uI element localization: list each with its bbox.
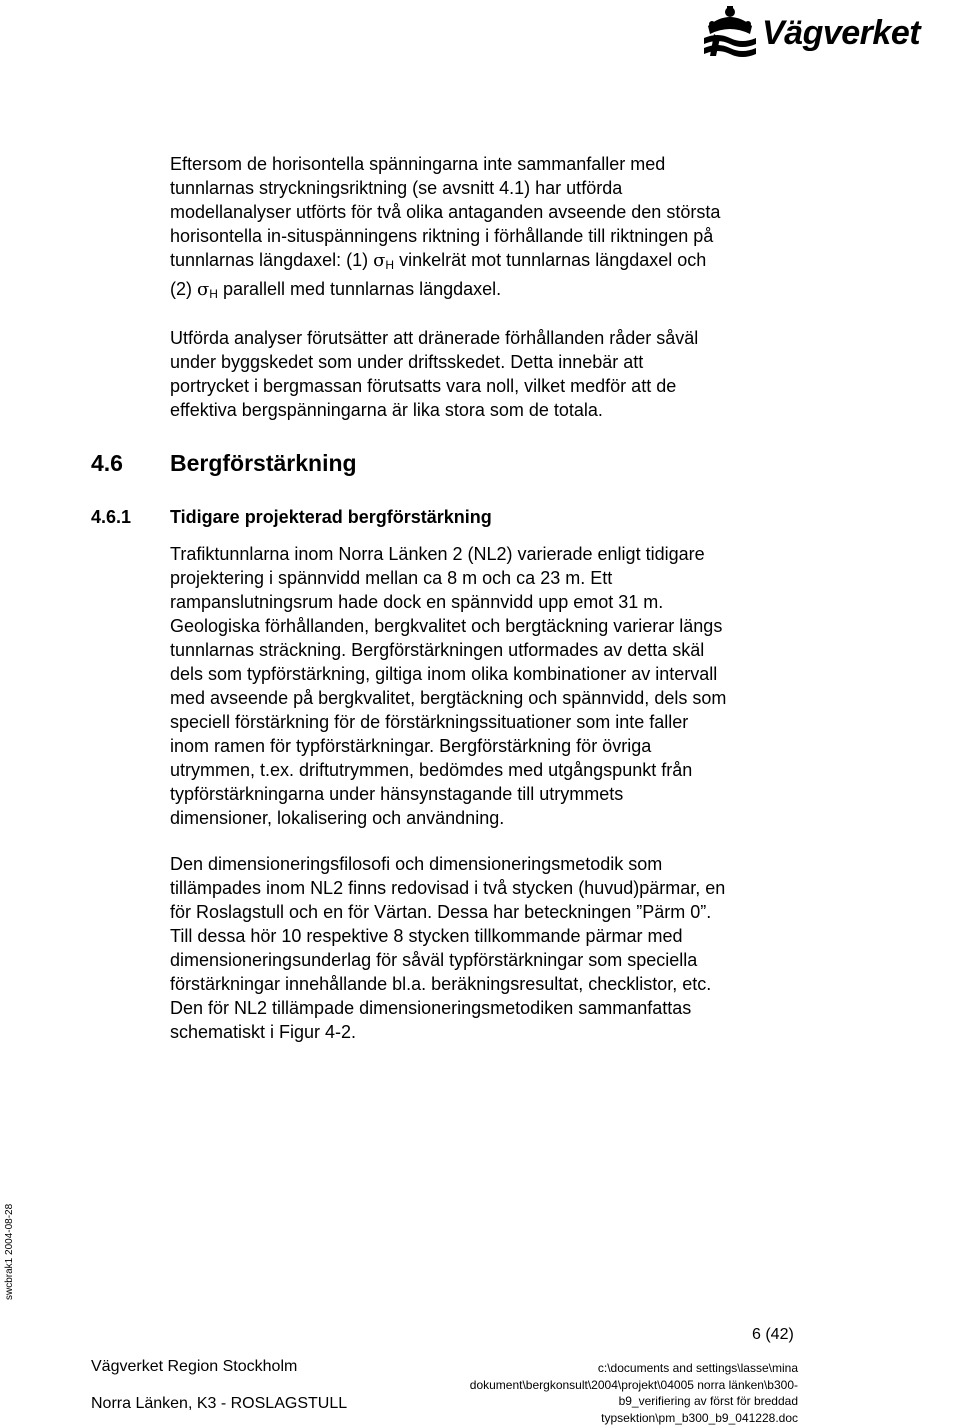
text-line: rampanslutningsrum hade dock en spännvidd upp emot 31 m.: [170, 590, 810, 614]
text-line: tunnlarnas sträckning. Bergförstärkningen utformades av detta skäl: [170, 638, 810, 662]
text-fragment: tunnlarnas längdaxel: (1): [170, 250, 373, 270]
text-line: tillämpades inom NL2 finns redovisad i två stycken (huvud)pärmar, en: [170, 876, 810, 900]
body-section: [170, 542, 810, 1064]
text-line: inom ramen för typförstärkningar. Bergförstärkning för övriga: [170, 734, 810, 758]
subsection-title: Tidigare projekterad bergförstärkning: [170, 507, 492, 527]
text-line: modellanalyser utförts för två olika antaganden avseende den största: [170, 200, 810, 224]
sigma-symbol: σ: [197, 279, 209, 300]
text-line: Trafiktunnlarna inom Norra Länken 2 (NL2) varierade enligt tidigare: [170, 542, 810, 566]
logo-wordmark: Vägverket: [762, 14, 920, 53]
section-number: 4.6: [91, 450, 170, 477]
text-line: [170, 248, 810, 277]
paragraph-drained-conditions: [170, 326, 810, 422]
subsection-number: 4.6.1: [91, 507, 170, 528]
paragraph-design-philosophy: [170, 852, 810, 1044]
text-line: typförstärkningarna under hänsynstagande till utrymmets: [170, 782, 810, 806]
text-fragment: parallell med tunnlarnas längdaxel.: [218, 279, 501, 299]
footer-file-path: [470, 1360, 798, 1426]
text-line: projektering i spännvidd mellan ca 8 m och ca 23 m. Ett: [170, 566, 810, 590]
footer-project: Norra Länken, K3 - ROSLAGSTULL: [91, 1395, 347, 1413]
text-line: dimensioneringsunderlag för såväl typförstärkningar som speciella: [170, 948, 810, 972]
text-line: Geologiska förhållanden, bergkvalitet och bergtäckning varierar längs: [170, 614, 810, 638]
text-line: Till dessa hör 10 respektive 8 stycken tillkommande pärmar med: [170, 924, 810, 948]
text-line: dimensioner, lokalisering och användning.: [170, 806, 810, 830]
page-number: 6 (42): [752, 1326, 794, 1344]
intro-section: [170, 152, 810, 442]
text-line: Eftersom de horisontella spänningarna inte sammanfaller med: [170, 152, 810, 176]
vagverket-logo: [700, 4, 958, 62]
file-path-line: c:\documents and settings\lasse\mina: [470, 1360, 798, 1377]
text-fragment: (2): [170, 279, 197, 299]
text-line: under byggskedet som under driftsskedet. Detta innebär att: [170, 350, 810, 374]
file-path-line: b9_verifiering av först för breddad: [470, 1393, 798, 1410]
text-line: tunnlarnas stryckningsriktning (se avsnitt 4.1) har utförda: [170, 176, 810, 200]
sigma-symbol: σ: [373, 250, 385, 271]
paragraph-stress-analysis: [170, 152, 810, 306]
subscript-h: H: [385, 258, 394, 272]
file-path-line: typsektion\pm_b300_b9_041228.doc: [470, 1410, 798, 1426]
text-line: utrymmen, t.ex. driftutrymmen, bedömdes med utgångspunkt från: [170, 758, 810, 782]
text-line: portrycket i bergmassan förutsatts vara noll, vilket medför att de: [170, 374, 810, 398]
crown-emblem-icon: [700, 4, 760, 60]
text-line: [170, 277, 810, 306]
text-line: effektiva bergspänningarna är lika stora som de totala.: [170, 398, 810, 422]
section-heading: [91, 450, 357, 477]
section-title: Bergförstärkning: [170, 450, 357, 476]
text-line: med avseende på bergkvalitet, bergtäckning och spännvidd, dels som: [170, 686, 810, 710]
subsection-heading: [91, 507, 492, 528]
text-line: Den dimensioneringsfilosofi och dimensioneringsmetodik som: [170, 852, 810, 876]
text-line: Den för NL2 tillämpade dimensioneringsmetodiken sammanfattas: [170, 996, 810, 1020]
text-line: förstärkningar innehållande bl.a. beräkningsresultat, checklistor, etc.: [170, 972, 810, 996]
text-line: Utförda analyser förutsätter att dränerade förhållanden råder såväl: [170, 326, 810, 350]
subscript-h: H: [209, 287, 218, 301]
text-line: dels som typförstärkning, giltiga inom olika kombinationer av intervall: [170, 662, 810, 686]
text-line: horisontella in-situspänningens riktning i förhållande till riktningen på: [170, 224, 810, 248]
text-line: speciell förstärkning för de förstärkningssituationer som inte faller: [170, 710, 810, 734]
side-stamp: swcbrak1 2004-08-28: [4, 1204, 15, 1300]
text-fragment: vinkelrät mot tunnlarnas längdaxel och: [394, 250, 706, 270]
paragraph-earlier-design: [170, 542, 810, 830]
text-line: schematiskt i Figur 4-2.: [170, 1020, 810, 1044]
file-path-line: dokument\bergkonsult\2004\projekt\04005 norra länken\b300-: [470, 1377, 798, 1394]
footer-organization: Vägverket Region Stockholm: [91, 1358, 297, 1376]
text-line: för Roslagstull och en för Värtan. Dessa har beteckningen ”Pärm 0”.: [170, 900, 810, 924]
